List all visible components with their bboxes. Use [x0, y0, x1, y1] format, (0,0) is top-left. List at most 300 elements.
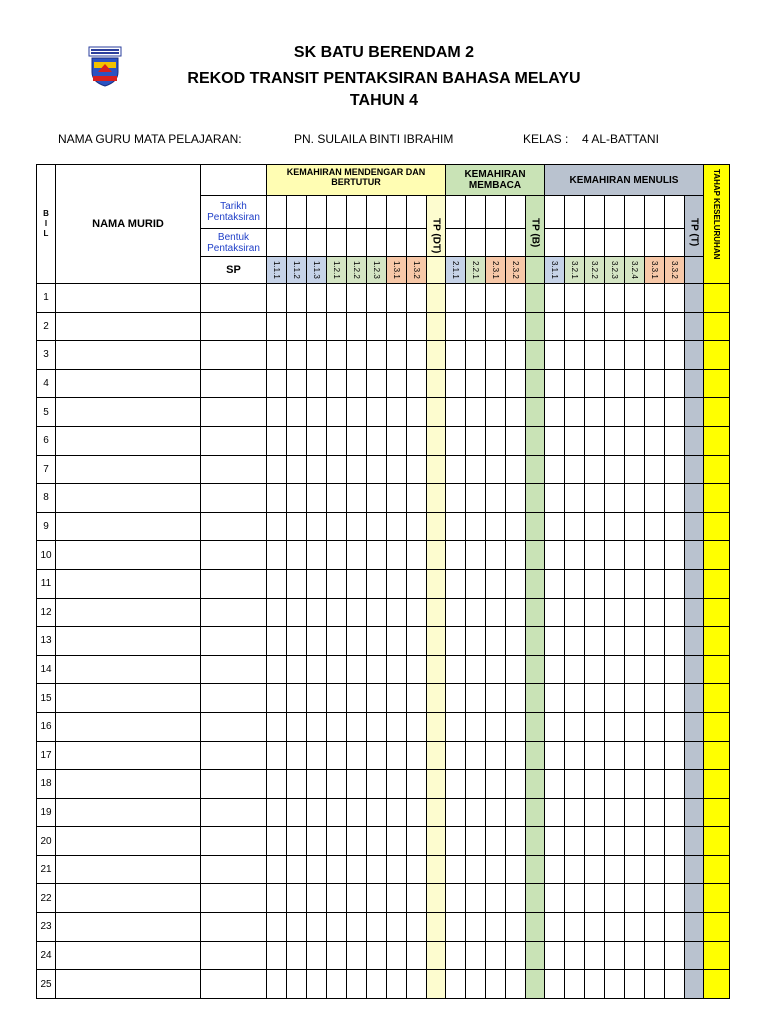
- score-cell[interactable]: [605, 741, 625, 770]
- score-cell[interactable]: [287, 512, 307, 541]
- score-cell[interactable]: [307, 970, 327, 999]
- score-cell[interactable]: [327, 455, 347, 484]
- tp-b-cell[interactable]: [526, 541, 545, 570]
- tarikh-cell[interactable]: [645, 196, 665, 229]
- score-cell[interactable]: [506, 684, 526, 713]
- score-cell[interactable]: [486, 569, 506, 598]
- score-cell[interactable]: [347, 627, 367, 656]
- score-cell[interactable]: [605, 598, 625, 627]
- tarikh-cell[interactable]: [625, 196, 645, 229]
- tp-b-cell[interactable]: [526, 913, 545, 942]
- score-cell[interactable]: [307, 884, 327, 913]
- score-cell[interactable]: [625, 284, 645, 313]
- score-cell[interactable]: [407, 541, 427, 570]
- score-cell[interactable]: [327, 798, 347, 827]
- score-cell[interactable]: [585, 426, 605, 455]
- score-cell[interactable]: [327, 341, 347, 370]
- score-cell[interactable]: [407, 369, 427, 398]
- score-cell[interactable]: [287, 741, 307, 770]
- score-cell[interactable]: [446, 741, 466, 770]
- score-cell[interactable]: [387, 712, 407, 741]
- score-cell[interactable]: [387, 684, 407, 713]
- tp-t-cell[interactable]: [685, 655, 704, 684]
- score-cell[interactable]: [287, 341, 307, 370]
- score-cell[interactable]: [565, 855, 585, 884]
- score-cell[interactable]: [506, 655, 526, 684]
- score-cell[interactable]: [307, 770, 327, 799]
- tp-t-cell[interactable]: [685, 484, 704, 513]
- bentuk-cell[interactable]: [645, 229, 665, 257]
- score-cell[interactable]: [347, 770, 367, 799]
- score-cell[interactable]: [367, 312, 387, 341]
- bentuk-cell[interactable]: [605, 229, 625, 257]
- score-cell[interactable]: [545, 569, 565, 598]
- score-cell[interactable]: [486, 484, 506, 513]
- score-cell[interactable]: [267, 684, 287, 713]
- score-cell[interactable]: [486, 941, 506, 970]
- score-cell[interactable]: [367, 655, 387, 684]
- tp-t-cell[interactable]: [685, 312, 704, 341]
- score-cell[interactable]: [645, 741, 665, 770]
- student-name-cell[interactable]: [56, 426, 201, 455]
- score-cell[interactable]: [506, 770, 526, 799]
- score-cell[interactable]: [287, 541, 307, 570]
- score-cell[interactable]: [347, 512, 367, 541]
- tarikh-cell[interactable]: [585, 196, 605, 229]
- score-cell[interactable]: [446, 970, 466, 999]
- score-cell[interactable]: [327, 569, 347, 598]
- score-cell[interactable]: [486, 369, 506, 398]
- score-cell[interactable]: [665, 684, 685, 713]
- score-cell[interactable]: [585, 627, 605, 656]
- score-cell[interactable]: [506, 627, 526, 656]
- score-cell[interactable]: [267, 970, 287, 999]
- score-cell[interactable]: [585, 455, 605, 484]
- overall-cell[interactable]: [704, 941, 730, 970]
- score-cell[interactable]: [466, 684, 486, 713]
- score-cell[interactable]: [287, 398, 307, 427]
- score-cell[interactable]: [327, 627, 347, 656]
- score-cell[interactable]: [486, 913, 506, 942]
- tarikh-cell[interactable]: [407, 196, 427, 229]
- score-cell[interactable]: [506, 569, 526, 598]
- score-cell[interactable]: [585, 598, 605, 627]
- score-cell[interactable]: [645, 970, 665, 999]
- tarikh-cell[interactable]: [565, 196, 585, 229]
- tp-dt-cell[interactable]: [427, 712, 446, 741]
- score-cell[interactable]: [267, 941, 287, 970]
- score-cell[interactable]: [585, 941, 605, 970]
- tp-dt-cell[interactable]: [427, 369, 446, 398]
- score-cell[interactable]: [367, 970, 387, 999]
- score-cell[interactable]: [407, 712, 427, 741]
- score-cell[interactable]: [327, 512, 347, 541]
- score-cell[interactable]: [645, 312, 665, 341]
- score-cell[interactable]: [387, 341, 407, 370]
- score-cell[interactable]: [466, 741, 486, 770]
- score-cell[interactable]: [407, 627, 427, 656]
- score-cell[interactable]: [665, 569, 685, 598]
- score-cell[interactable]: [407, 512, 427, 541]
- score-cell[interactable]: [307, 712, 327, 741]
- tp-dt-cell[interactable]: [427, 598, 446, 627]
- score-cell[interactable]: [347, 855, 367, 884]
- score-cell[interactable]: [625, 741, 645, 770]
- score-cell[interactable]: [486, 684, 506, 713]
- tp-t-cell[interactable]: [685, 512, 704, 541]
- tp-b-cell[interactable]: [526, 855, 545, 884]
- score-cell[interactable]: [625, 913, 645, 942]
- score-cell[interactable]: [665, 484, 685, 513]
- score-cell[interactable]: [307, 913, 327, 942]
- score-cell[interactable]: [665, 398, 685, 427]
- score-cell[interactable]: [446, 426, 466, 455]
- score-cell[interactable]: [506, 941, 526, 970]
- score-cell[interactable]: [307, 484, 327, 513]
- score-cell[interactable]: [605, 455, 625, 484]
- score-cell[interactable]: [545, 855, 565, 884]
- tarikh-cell[interactable]: [347, 196, 367, 229]
- score-cell[interactable]: [287, 284, 307, 313]
- score-cell[interactable]: [585, 655, 605, 684]
- tp-b-cell[interactable]: [526, 627, 545, 656]
- score-cell[interactable]: [645, 798, 665, 827]
- score-cell[interactable]: [446, 341, 466, 370]
- score-cell[interactable]: [605, 341, 625, 370]
- tarikh-cell[interactable]: [605, 196, 625, 229]
- score-cell[interactable]: [466, 369, 486, 398]
- score-cell[interactable]: [665, 913, 685, 942]
- score-cell[interactable]: [625, 712, 645, 741]
- score-cell[interactable]: [267, 712, 287, 741]
- score-cell[interactable]: [645, 655, 665, 684]
- score-cell[interactable]: [645, 684, 665, 713]
- score-cell[interactable]: [585, 312, 605, 341]
- tp-b-cell[interactable]: [526, 941, 545, 970]
- score-cell[interactable]: [407, 770, 427, 799]
- score-cell[interactable]: [506, 855, 526, 884]
- score-cell[interactable]: [407, 426, 427, 455]
- score-cell[interactable]: [347, 913, 367, 942]
- score-cell[interactable]: [287, 484, 307, 513]
- tarikh-cell[interactable]: [367, 196, 387, 229]
- score-cell[interactable]: [407, 684, 427, 713]
- score-cell[interactable]: [506, 455, 526, 484]
- score-cell[interactable]: [665, 598, 685, 627]
- score-cell[interactable]: [605, 398, 625, 427]
- bentuk-cell[interactable]: [407, 229, 427, 257]
- score-cell[interactable]: [287, 827, 307, 856]
- score-cell[interactable]: [466, 855, 486, 884]
- score-cell[interactable]: [625, 684, 645, 713]
- score-cell[interactable]: [287, 941, 307, 970]
- score-cell[interactable]: [407, 913, 427, 942]
- score-cell[interactable]: [327, 598, 347, 627]
- score-cell[interactable]: [446, 569, 466, 598]
- score-cell[interactable]: [585, 398, 605, 427]
- tp-dt-cell[interactable]: [427, 341, 446, 370]
- score-cell[interactable]: [645, 284, 665, 313]
- score-cell[interactable]: [387, 827, 407, 856]
- score-cell[interactable]: [665, 512, 685, 541]
- score-cell[interactable]: [565, 798, 585, 827]
- score-cell[interactable]: [506, 284, 526, 313]
- score-cell[interactable]: [466, 484, 486, 513]
- score-cell[interactable]: [665, 770, 685, 799]
- score-cell[interactable]: [466, 770, 486, 799]
- score-cell[interactable]: [466, 312, 486, 341]
- score-cell[interactable]: [645, 541, 665, 570]
- score-cell[interactable]: [327, 684, 347, 713]
- score-cell[interactable]: [486, 598, 506, 627]
- bentuk-cell[interactable]: [347, 229, 367, 257]
- score-cell[interactable]: [605, 913, 625, 942]
- score-cell[interactable]: [506, 798, 526, 827]
- score-cell[interactable]: [585, 569, 605, 598]
- score-cell[interactable]: [645, 855, 665, 884]
- score-cell[interactable]: [665, 712, 685, 741]
- score-cell[interactable]: [486, 770, 506, 799]
- score-cell[interactable]: [486, 970, 506, 999]
- score-cell[interactable]: [645, 341, 665, 370]
- score-cell[interactable]: [407, 341, 427, 370]
- score-cell[interactable]: [645, 426, 665, 455]
- score-cell[interactable]: [545, 741, 565, 770]
- score-cell[interactable]: [446, 827, 466, 856]
- tp-b-cell[interactable]: [526, 512, 545, 541]
- score-cell[interactable]: [387, 913, 407, 942]
- score-cell[interactable]: [545, 970, 565, 999]
- tp-dt-cell[interactable]: [427, 512, 446, 541]
- score-cell[interactable]: [347, 541, 367, 570]
- score-cell[interactable]: [605, 770, 625, 799]
- score-cell[interactable]: [267, 655, 287, 684]
- score-cell[interactable]: [565, 627, 585, 656]
- bentuk-cell[interactable]: [307, 229, 327, 257]
- score-cell[interactable]: [645, 627, 665, 656]
- score-cell[interactable]: [327, 312, 347, 341]
- score-cell[interactable]: [665, 941, 685, 970]
- overall-cell[interactable]: [704, 455, 730, 484]
- tarikh-cell[interactable]: [446, 196, 466, 229]
- tp-t-cell[interactable]: [685, 598, 704, 627]
- score-cell[interactable]: [585, 484, 605, 513]
- score-cell[interactable]: [287, 684, 307, 713]
- tp-t-cell[interactable]: [685, 855, 704, 884]
- score-cell[interactable]: [565, 598, 585, 627]
- score-cell[interactable]: [327, 541, 347, 570]
- score-cell[interactable]: [407, 569, 427, 598]
- tp-b-cell[interactable]: [526, 369, 545, 398]
- score-cell[interactable]: [387, 569, 407, 598]
- tp-b-cell[interactable]: [526, 455, 545, 484]
- score-cell[interactable]: [387, 655, 407, 684]
- score-cell[interactable]: [645, 512, 665, 541]
- score-cell[interactable]: [387, 770, 407, 799]
- score-cell[interactable]: [307, 627, 327, 656]
- score-cell[interactable]: [327, 855, 347, 884]
- bentuk-cell[interactable]: [367, 229, 387, 257]
- score-cell[interactable]: [665, 655, 685, 684]
- score-cell[interactable]: [347, 827, 367, 856]
- score-cell[interactable]: [347, 455, 367, 484]
- score-cell[interactable]: [565, 341, 585, 370]
- score-cell[interactable]: [367, 541, 387, 570]
- tp-dt-cell[interactable]: [427, 541, 446, 570]
- score-cell[interactable]: [367, 712, 387, 741]
- score-cell[interactable]: [307, 426, 327, 455]
- score-cell[interactable]: [267, 341, 287, 370]
- score-cell[interactable]: [665, 312, 685, 341]
- tp-t-cell[interactable]: [685, 627, 704, 656]
- student-name-cell[interactable]: [56, 770, 201, 799]
- score-cell[interactable]: [287, 798, 307, 827]
- score-cell[interactable]: [347, 741, 367, 770]
- score-cell[interactable]: [625, 970, 645, 999]
- tp-t-cell[interactable]: [685, 798, 704, 827]
- overall-cell[interactable]: [704, 426, 730, 455]
- score-cell[interactable]: [665, 827, 685, 856]
- score-cell[interactable]: [327, 913, 347, 942]
- student-name-cell[interactable]: [56, 398, 201, 427]
- score-cell[interactable]: [605, 884, 625, 913]
- score-cell[interactable]: [545, 398, 565, 427]
- score-cell[interactable]: [565, 884, 585, 913]
- score-cell[interactable]: [347, 341, 367, 370]
- overall-cell[interactable]: [704, 970, 730, 999]
- score-cell[interactable]: [407, 884, 427, 913]
- score-cell[interactable]: [486, 398, 506, 427]
- score-cell[interactable]: [565, 484, 585, 513]
- tp-t-cell[interactable]: [685, 884, 704, 913]
- overall-cell[interactable]: [704, 770, 730, 799]
- tp-dt-cell[interactable]: [427, 398, 446, 427]
- score-cell[interactable]: [645, 884, 665, 913]
- overall-cell[interactable]: [704, 341, 730, 370]
- score-cell[interactable]: [367, 827, 387, 856]
- score-cell[interactable]: [347, 970, 367, 999]
- score-cell[interactable]: [466, 627, 486, 656]
- score-cell[interactable]: [625, 569, 645, 598]
- score-cell[interactable]: [307, 598, 327, 627]
- overall-cell[interactable]: [704, 712, 730, 741]
- score-cell[interactable]: [466, 655, 486, 684]
- tp-b-cell[interactable]: [526, 712, 545, 741]
- score-cell[interactable]: [585, 541, 605, 570]
- score-cell[interactable]: [267, 598, 287, 627]
- score-cell[interactable]: [506, 398, 526, 427]
- score-cell[interactable]: [625, 455, 645, 484]
- tp-b-cell[interactable]: [526, 426, 545, 455]
- score-cell[interactable]: [645, 827, 665, 856]
- score-cell[interactable]: [327, 770, 347, 799]
- student-name-cell[interactable]: [56, 798, 201, 827]
- score-cell[interactable]: [446, 913, 466, 942]
- tarikh-cell[interactable]: [387, 196, 407, 229]
- score-cell[interactable]: [287, 369, 307, 398]
- score-cell[interactable]: [565, 970, 585, 999]
- student-name-cell[interactable]: [56, 541, 201, 570]
- score-cell[interactable]: [665, 855, 685, 884]
- score-cell[interactable]: [347, 655, 367, 684]
- tp-dt-cell[interactable]: [427, 913, 446, 942]
- score-cell[interactable]: [367, 913, 387, 942]
- score-cell[interactable]: [307, 569, 327, 598]
- score-cell[interactable]: [327, 941, 347, 970]
- score-cell[interactable]: [347, 598, 367, 627]
- score-cell[interactable]: [327, 712, 347, 741]
- tarikh-cell[interactable]: [267, 196, 287, 229]
- score-cell[interactable]: [287, 627, 307, 656]
- score-cell[interactable]: [506, 970, 526, 999]
- score-cell[interactable]: [486, 312, 506, 341]
- score-cell[interactable]: [387, 512, 407, 541]
- score-cell[interactable]: [387, 426, 407, 455]
- score-cell[interactable]: [267, 884, 287, 913]
- score-cell[interactable]: [307, 312, 327, 341]
- overall-cell[interactable]: [704, 512, 730, 541]
- tp-b-cell[interactable]: [526, 569, 545, 598]
- tp-t-cell[interactable]: [685, 569, 704, 598]
- score-cell[interactable]: [585, 884, 605, 913]
- tarikh-cell[interactable]: [665, 196, 685, 229]
- overall-cell[interactable]: [704, 655, 730, 684]
- student-name-cell[interactable]: [56, 284, 201, 313]
- tp-dt-cell[interactable]: [427, 312, 446, 341]
- score-cell[interactable]: [486, 884, 506, 913]
- score-cell[interactable]: [605, 941, 625, 970]
- score-cell[interactable]: [506, 827, 526, 856]
- score-cell[interactable]: [605, 855, 625, 884]
- score-cell[interactable]: [327, 398, 347, 427]
- tarikh-cell[interactable]: [545, 196, 565, 229]
- overall-cell[interactable]: [704, 541, 730, 570]
- score-cell[interactable]: [545, 770, 565, 799]
- tp-dt-cell[interactable]: [427, 284, 446, 313]
- tp-b-cell[interactable]: [526, 655, 545, 684]
- score-cell[interactable]: [486, 855, 506, 884]
- tp-t-cell[interactable]: [685, 712, 704, 741]
- score-cell[interactable]: [367, 627, 387, 656]
- score-cell[interactable]: [466, 712, 486, 741]
- score-cell[interactable]: [545, 827, 565, 856]
- score-cell[interactable]: [347, 284, 367, 313]
- score-cell[interactable]: [565, 712, 585, 741]
- score-cell[interactable]: [446, 627, 466, 656]
- score-cell[interactable]: [545, 455, 565, 484]
- student-name-cell[interactable]: [56, 627, 201, 656]
- score-cell[interactable]: [466, 941, 486, 970]
- score-cell[interactable]: [267, 398, 287, 427]
- student-name-cell[interactable]: [56, 569, 201, 598]
- score-cell[interactable]: [486, 827, 506, 856]
- score-cell[interactable]: [287, 569, 307, 598]
- score-cell[interactable]: [267, 569, 287, 598]
- score-cell[interactable]: [267, 741, 287, 770]
- score-cell[interactable]: [545, 684, 565, 713]
- student-name-cell[interactable]: [56, 684, 201, 713]
- tp-b-cell[interactable]: [526, 598, 545, 627]
- score-cell[interactable]: [367, 884, 387, 913]
- score-cell[interactable]: [367, 369, 387, 398]
- score-cell[interactable]: [347, 369, 367, 398]
- score-cell[interactable]: [486, 741, 506, 770]
- score-cell[interactable]: [446, 512, 466, 541]
- score-cell[interactable]: [645, 484, 665, 513]
- score-cell[interactable]: [446, 284, 466, 313]
- score-cell[interactable]: [565, 284, 585, 313]
- score-cell[interactable]: [446, 398, 466, 427]
